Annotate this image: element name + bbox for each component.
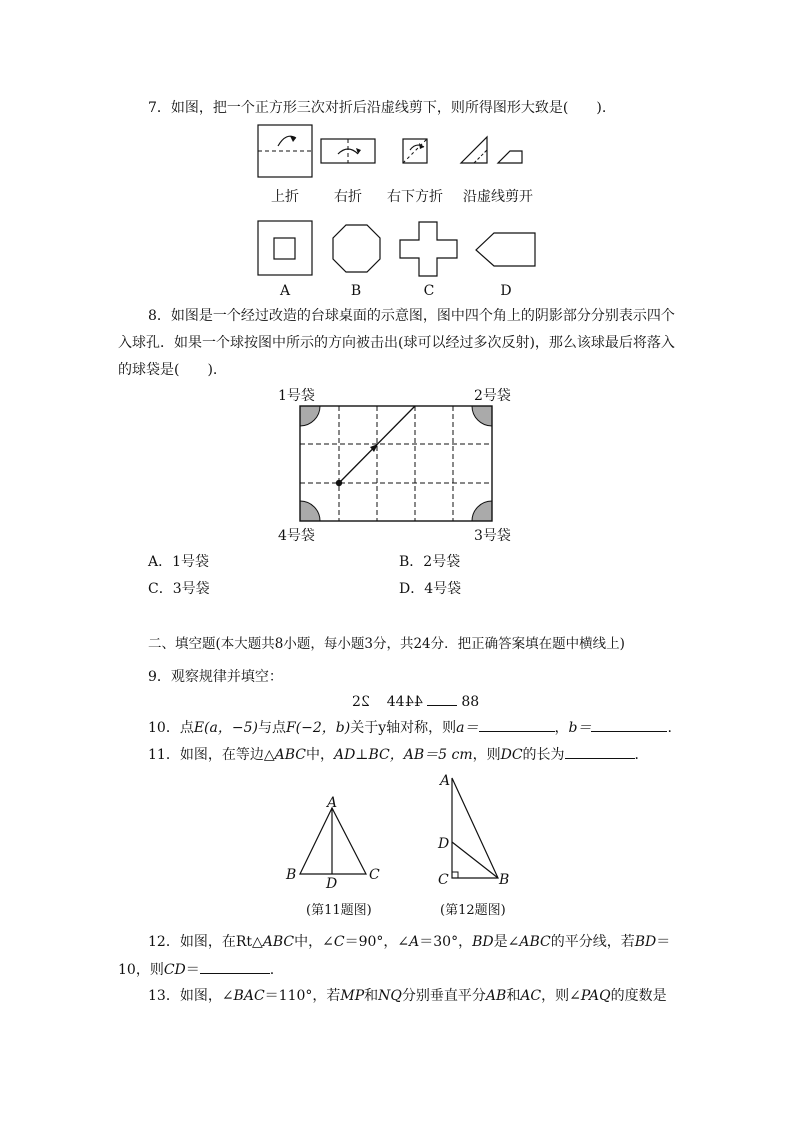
q11-label-b: B	[286, 867, 297, 883]
q12-label-c: C	[438, 872, 449, 888]
q11-text: 11．如图，在等边△ABC中，AD⊥BC，AB＝5 cm，则DC的长为 ．	[148, 744, 649, 765]
q10-text: 10．点E(a，−5)与点F(−2，b)关于y轴对称，则a＝ ，b＝ .	[148, 717, 672, 738]
q9-seq-a-mirror: 2	[360, 694, 370, 710]
q12-label-b: B	[499, 872, 510, 888]
q12-label-d: D	[438, 836, 450, 852]
q9-seq-c: 88	[461, 694, 480, 710]
q9-seq-b-mirror: 44	[404, 694, 423, 710]
q8-line3: 的球袋是( ).	[118, 362, 218, 378]
option-label-d: D	[500, 283, 512, 299]
pocket-label-2: 2号袋	[474, 388, 511, 404]
q8-line2: 入球孔．如果一个球按图中所示的方向被击出(球可以经过多次反射)，那么该球最后将落入	[118, 335, 675, 351]
q11-label-d: D	[326, 876, 338, 892]
option-label-c: C	[423, 283, 435, 299]
q12-label-a: A	[440, 773, 451, 789]
pocket-label-1: 1号袋	[278, 388, 315, 404]
fold-step-label-3: 右下方折	[387, 189, 443, 205]
q8-choice-c: C．3号袋	[148, 581, 210, 597]
q7-text: 7．如图，把一个正方形三次对折后沿虚线剪下，则所得图形大致是( ).	[148, 100, 607, 116]
q9-seq-a: 2	[352, 694, 361, 710]
q12-caption: (第12题图)	[440, 903, 506, 918]
q8-choice-b: B．2号袋	[399, 554, 461, 570]
q11-caption: (第11题图)	[306, 903, 372, 918]
q9-seq-b: 44	[386, 694, 405, 710]
q8-line1: 8．如图是一个经过改造的台球桌面的示意图，图中四个角上的阴影部分分别表示四个	[148, 308, 675, 324]
q13-text: 13．如图，∠BAC＝110°，若MP和NQ分别垂直平分AB和AC，则∠PAQ的度数是	[148, 988, 667, 1004]
section2-heading: 二、填空题(本大题共8小题，每小题3分，共24分．把正确答案填在题中横线上)	[148, 636, 625, 652]
q11-label-a: A	[327, 795, 338, 811]
pocket-label-4: 4号袋	[278, 528, 315, 544]
pocket-label-3: 3号袋	[474, 528, 511, 544]
q11-label-c: C	[369, 867, 380, 883]
q8-choice-a: A．1号袋	[148, 554, 210, 570]
q8-choice-d: D．4号袋	[399, 581, 462, 597]
q9-text: 9．观察规律并填空：	[148, 669, 283, 685]
q12-answer-blank[interactable]	[200, 959, 270, 974]
fold-step-label-1: 上折	[271, 189, 299, 205]
fold-step-label-2: 右折	[334, 189, 362, 205]
option-label-b: B	[350, 283, 362, 299]
fold-step-label-4: 沿虚线剪开	[463, 189, 533, 205]
q12-line1: 12．如图，在Rt△ABC中，∠C＝90°，∠A＝30°，BD是∠ABC的平分线，若BD＝	[148, 934, 671, 950]
option-label-a: A	[279, 283, 291, 299]
q12-line2: 10，则CD＝ .	[118, 959, 274, 980]
